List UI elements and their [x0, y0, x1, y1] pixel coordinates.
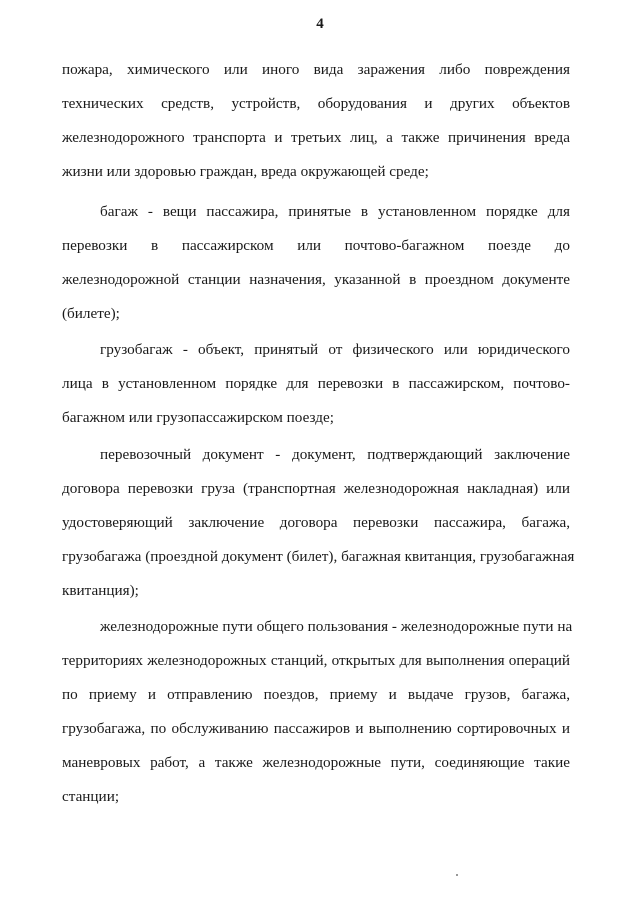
text-line: маневровых работ, а также железнодорожные пути, соединяющие такие [62, 754, 570, 771]
text-line: по приему и отправлению поездов, приему и выдаче грузов, багажа, [62, 686, 570, 703]
text-line: железнодорожной станции назначения, указанной в проездном документе [62, 271, 570, 288]
scan-speck [456, 874, 458, 876]
text-line: жизни или здоровью граждан, вреда окружающей среде; [62, 163, 429, 180]
text-line: багаж - вещи пассажира, принятые в установленном порядке для [100, 203, 570, 220]
text-line: грузобагаж - объект, принятый от физического или юридического [100, 341, 570, 358]
text-line: удостоверяющий заключение договора перевозки пассажира, багажа, [62, 514, 570, 531]
paragraph-transport-document-definition [62, 438, 575, 608]
paragraph-cargo-baggage-definition [62, 333, 570, 435]
text-line: грузобагажа (проездной документ (билет), багажная квитанция, грузобагажная [62, 548, 575, 565]
text-line: территориях железнодорожных станций, открытых для выполнения операций [62, 652, 570, 669]
text-line: перевозочный документ - документ, подтверждающий заключение [100, 446, 570, 463]
text-line: (билете); [62, 305, 120, 322]
text-line: багажном или грузопассажирском поезде; [62, 409, 334, 426]
text-line: железнодорожные пути общего пользования - железнодорожные пути на [100, 618, 573, 635]
text-line: лица в установленном порядке для перевозки в пассажирском, почтово- [62, 375, 570, 392]
text-line: станции; [62, 788, 120, 805]
text-line: перевозки в пассажирском или почтово-багажном поезде до [62, 237, 570, 254]
paragraph-continuation [62, 53, 570, 189]
text-line: грузобагажа, по обслуживанию пассажиров и выполнению сортировочных и [62, 720, 570, 737]
text-line: пожара, химического или иного вида заражения либо повреждения [62, 61, 570, 78]
text-line: железнодорожного транспорта и третьих лиц, а также причинения вреда [62, 129, 570, 146]
paragraph-public-railway-tracks-definition [62, 610, 573, 814]
paragraph-baggage-definition [62, 195, 570, 331]
text-line: договора перевозки груза (транспортная железнодорожная накладная) или [62, 480, 570, 497]
text-line: технических средств, устройств, оборудования и других объектов [62, 95, 570, 112]
text-line: квитанция); [62, 582, 139, 599]
page-number: 4 [316, 16, 324, 32]
